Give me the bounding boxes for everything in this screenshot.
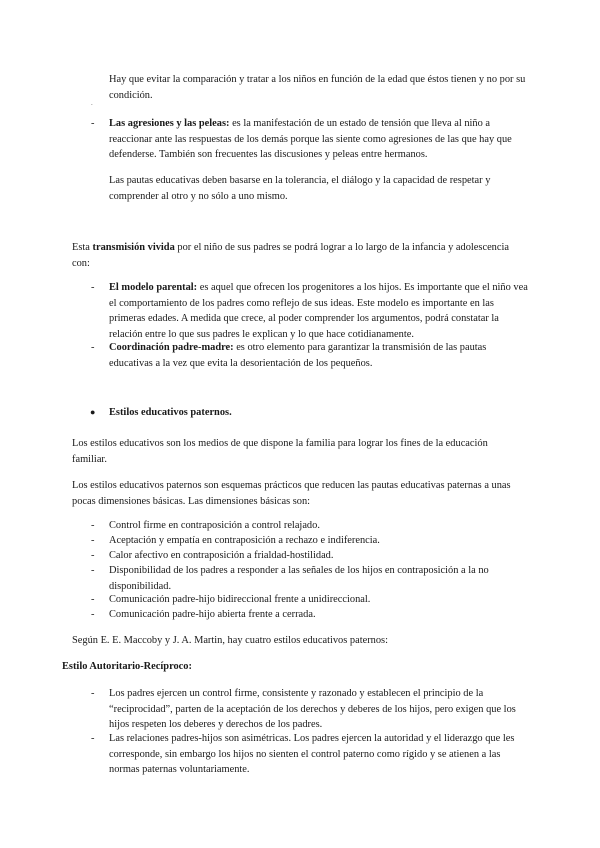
dash-marker: - — [91, 565, 95, 576]
text-coordinacion: es otro elemento para garantizar la transmisión de las pautas educativas a la vez que evita la desorientación de los pequeños. — [109, 342, 487, 369]
dash-marker: - — [91, 535, 95, 546]
dimension-text: Control firme en contraposición a control relajado. — [109, 520, 320, 531]
dimension-text: Calor afectivo en contraposición a frialdad-hostilidad. — [109, 550, 334, 561]
dash-marker: - — [91, 609, 95, 620]
bullet-marker: ● — [90, 407, 96, 417]
term-coordinacion: Coordinación padre-madre: — [109, 342, 234, 353]
dash-marker: - — [91, 282, 95, 293]
section-heading-text: Estilos educativos paternos. — [109, 407, 232, 418]
stray-dot: . — [91, 99, 93, 107]
list-item-autoritario — [91, 731, 531, 778]
transmision-post: por el niño de sus padres se podrá lograr a lo largo de la infancia y adolescencia con: — [72, 242, 509, 269]
list-item-dimension — [91, 592, 531, 608]
term-agresiones: Las agresiones y las peleas: — [109, 118, 230, 129]
paragraph-transmision — [72, 240, 524, 271]
dash-marker: - — [91, 688, 95, 699]
list-item-dimension — [91, 548, 531, 564]
heading-autoritario-text: Estilo Autoritario-Recíproco: — [62, 661, 192, 672]
list-item-autoritario — [91, 686, 531, 733]
list-item-dimension — [91, 518, 531, 534]
paragraph-esquemas: Los estilos educativos paternos son esquemas prácticos que reducen las pautas educativas paternas a unas pocas dimensiones básicas. Las dimensiones básicas son: — [72, 480, 511, 507]
list-item-dimension — [91, 607, 531, 623]
autoritario-text: Las relaciones padres-hijos son asimétricas. Los padres ejercen la autoridad y el liderazgo que les corresponde, sin embargo los hijos no sienten el control paterno como rígido y se atienen a las normas paternas voluntariamente. — [109, 733, 515, 776]
dimension-text: Comunicación padre-hijo bidireccional frente a unidireccional. — [109, 594, 371, 605]
list-item-coordinacion — [91, 340, 531, 371]
dash-marker: - — [91, 520, 95, 531]
dimension-text: Disponibilidad de los padres a responder a las señales de los hijos en contraposición a la no disponibilidad. — [109, 565, 489, 592]
list-item-dimension — [91, 563, 531, 594]
dash-marker: - — [91, 733, 95, 744]
section-heading-estilos — [90, 405, 531, 421]
dimension-text: Comunicación padre-hijo abierta frente a cerrada. — [109, 609, 316, 620]
paragraph-maccoby: Según E. E. Maccoby y J. A. Martin, hay cuatro estilos educativos paternos: — [72, 635, 388, 646]
autoritario-text: Los padres ejercen un control firme, consistente y razonado y establecen el principio de la “reciprocidad”, parten de la aceptación de los derechos y deberes de los hijos, pero exigen que los hijos respeten los deberes y derechos de los padres. — [109, 688, 516, 731]
paragraph-medios: Los estilos educativos son los medios de que dispone la familia para lograr los fines de la educación familiar. — [72, 438, 488, 465]
dash-marker: - — [91, 594, 95, 605]
dash-marker: - — [91, 550, 95, 561]
term-modelo: El modelo parental: — [109, 282, 198, 293]
paragraph-comparacion: Hay que evitar la comparación y tratar a los niños en función de la edad que éstos tienen y no por su condición. — [109, 74, 526, 101]
paragraph-pautas: Las pautas educativas deben basarse en la tolerancia, el diálogo y la capacidad de respetar y comprender al otro y no sólo a uno mismo. — [109, 175, 491, 202]
text-modelo: es aquel que ofrecen los progenitores a los hijos. Es importante que el niño vea el comportamiento de los padres como reflejo de sus ideas. Este modelo es importante en las primeras edades. A medida que crece, al poder comprender los argumentos, podrá constatar la relación entre lo que sus padres le explican y lo que hace cotidianamente. — [109, 282, 528, 340]
transmision-pre: Esta — [72, 242, 93, 253]
dash-marker: - — [91, 342, 95, 353]
dash-marker: - — [91, 118, 95, 129]
heading-autoritario — [62, 659, 514, 675]
list-item-modelo — [91, 280, 531, 342]
list-item-dimension — [91, 533, 531, 549]
text-agresiones: es la manifestación de un estado de tensión que lleva al niño a reaccionar ante las respuestas de los demás porque las siente como agresiones de las que hay que defenderse. También son frecuentes las discusiones y peleas entre hermanos. — [109, 118, 512, 161]
dimension-text: Aceptación y empatía en contraposición a rechazo e indiferencia. — [109, 535, 380, 546]
term-transmision: transmisión vivida — [92, 242, 175, 253]
list-item-agresiones — [91, 116, 531, 163]
